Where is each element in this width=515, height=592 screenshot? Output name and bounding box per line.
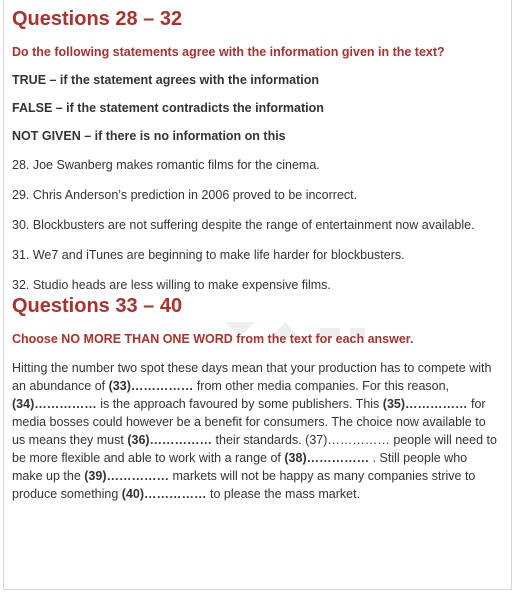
gap-36: (36)…………… <box>127 433 213 447</box>
question-28: 28. Joe Swanberg makes romantic films for the cinema. <box>12 158 320 172</box>
question-31: 31. We7 and iTunes are beginning to make life harder for blockbusters. <box>12 248 405 262</box>
question-29: 29. Chris Anderson’s prediction in 2006 proved to be incorrect. <box>12 188 358 202</box>
summary-text: markets will not be happy as many companies strive to produce something <box>12 469 476 501</box>
gap-38: (38)…………… <box>284 451 370 465</box>
section-title-28-32: Questions 28 – 32 <box>12 8 183 30</box>
summary-text: from other media companies. For this reason, <box>193 379 450 393</box>
summary-text: Hitting the number two spot these days mean that your production has to compete with an abundance of <box>12 361 492 393</box>
gap-40: (40)…………… <box>121 487 207 501</box>
summary-text: their standards. <box>212 433 306 447</box>
gap-39: (39)…………… <box>84 469 169 483</box>
gap-34: (34)…………… <box>12 397 97 411</box>
summary-text: for media bosses could however be a benefit for consumers. The choice now available to us means they must <box>12 397 486 447</box>
instruction-true-false: Do the following statements agree with the information given in the text? <box>12 45 445 59</box>
summary-paragraph <box>12 359 500 503</box>
gap-37: (37)…………… <box>305 433 390 447</box>
document-content <box>12 7 500 503</box>
instruction-one-word: Choose NO MORE THAN ONE WORD from the text for each answer. <box>12 332 414 346</box>
summary-text: is the approach favoured by some publishers. This <box>96 397 383 411</box>
summary-text: . Still people who make up the <box>12 451 468 483</box>
summary-text: to please the mass market. <box>206 487 361 501</box>
rule-not-given: NOT GIVEN – if there is no information on this <box>12 129 286 143</box>
section-title-33-40: Questions 33 – 40 <box>12 295 183 317</box>
gap-33: (33)…………… <box>108 379 194 393</box>
summary-text: people will need to be more flexible and able to work with a range of <box>12 433 497 465</box>
rule-false: FALSE – if the statement contradicts the information <box>12 101 324 115</box>
question-32: 32. Studio heads are less willing to make expensive films. <box>12 278 331 292</box>
question-30: 30. Blockbusters are not suffering despite the range of entertainment now available. <box>12 218 475 232</box>
gap-35: (35)…………… <box>382 397 468 411</box>
rule-true: TRUE – if the statement agrees with the information <box>12 73 319 87</box>
